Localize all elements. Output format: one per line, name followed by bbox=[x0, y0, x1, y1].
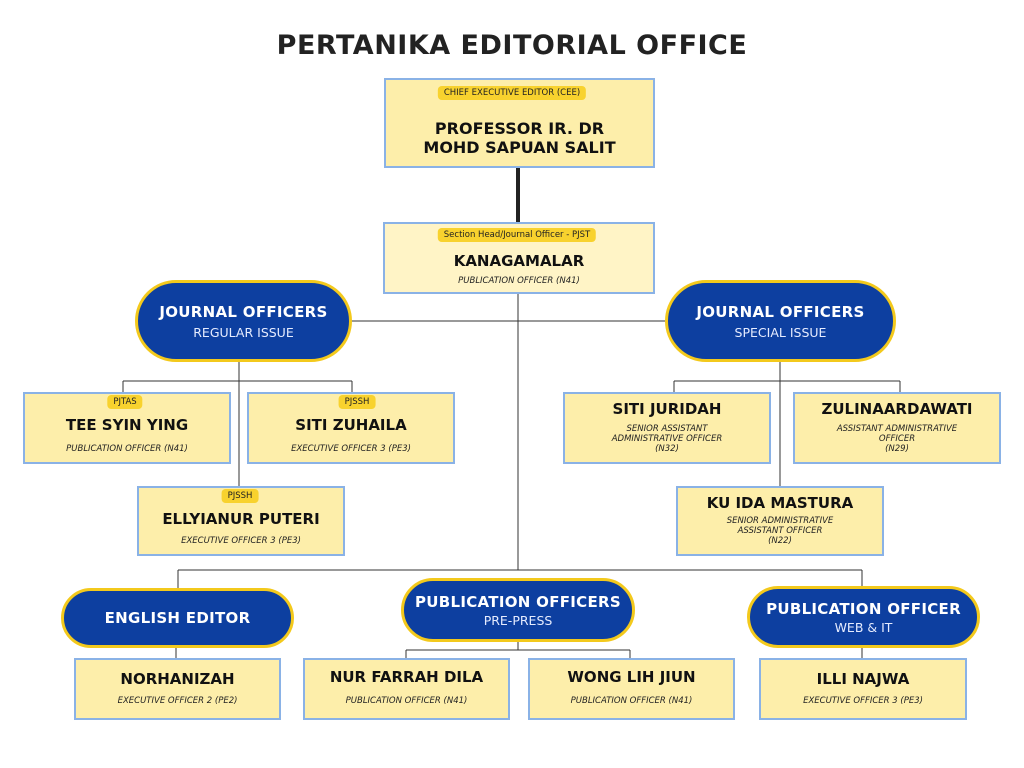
norhanizah-name: NORHANIZAH bbox=[120, 670, 235, 688]
juridah-role-line1: SENIOR ASSISTANT bbox=[626, 424, 708, 434]
cee-name-line1: PROFESSOR IR. DR bbox=[434, 119, 605, 138]
wong-role: PUBLICATION OFFICER (N41) bbox=[570, 696, 693, 706]
norhanizah-card bbox=[74, 658, 281, 720]
zulina-name: ZULINAARDAWATI bbox=[821, 400, 973, 418]
english-editor-title: ENGLISH EDITOR bbox=[104, 609, 251, 627]
zulina-role-line3: (N29) bbox=[885, 444, 909, 454]
page-title: PERTANIKA EDITORIAL OFFICE bbox=[276, 30, 748, 61]
ellyianur-name: ELLYIANUR PUTERI bbox=[162, 510, 320, 528]
webit-title: PUBLICATION OFFICER bbox=[766, 599, 961, 618]
illi-najwa-card bbox=[759, 658, 967, 720]
cee-tag: CHIEF EXECUTIVE EDITOR (CEE) bbox=[438, 86, 586, 100]
ellyianur-tag: PJSSH bbox=[222, 489, 259, 503]
farrah-name: NUR FARRAH DILA bbox=[329, 668, 484, 686]
tee-name: TEE SYIN YING bbox=[65, 416, 189, 434]
journal-regular-subtitle: REGULAR ISSUE bbox=[193, 324, 294, 340]
kuida-role-line2: ASSISTANT OFFICER bbox=[737, 526, 823, 536]
cee-name-line2: MOHD SAPUAN SALIT bbox=[423, 138, 616, 157]
juridah-role bbox=[565, 424, 769, 454]
siti-juridah-card bbox=[563, 392, 771, 464]
farrah-role: PUBLICATION OFFICER (N41) bbox=[345, 696, 468, 706]
kuida-name: KU IDA MASTURA bbox=[706, 494, 854, 512]
wong-name: WONG LIH JIUN bbox=[567, 668, 696, 686]
tee-role: PUBLICATION OFFICER (N41) bbox=[66, 444, 188, 454]
prepress-subtitle: PRE-PRESS bbox=[483, 612, 553, 628]
zulina-role-line1: ASSISTANT ADMINISTRATIVE bbox=[836, 424, 958, 434]
wong-lih-jiun-card bbox=[528, 658, 735, 720]
juridah-name: SITI JURIDAH bbox=[612, 400, 722, 418]
journal-special-subtitle: SPECIAL ISSUE bbox=[734, 324, 827, 340]
journal-officers-special-pill bbox=[665, 280, 896, 362]
section-head-tag: Section Head/Journal Officer - PJST bbox=[438, 228, 596, 242]
illi-role: EXECUTIVE OFFICER 3 (PE3) bbox=[803, 696, 923, 706]
zuhaila-name: SITI ZUHAILA bbox=[295, 416, 407, 434]
section-head-role: PUBLICATION OFFICER (N41) bbox=[458, 276, 580, 286]
publication-officer-webit-pill bbox=[747, 586, 980, 648]
nur-farrah-dila-card bbox=[303, 658, 510, 720]
prepress-title: PUBLICATION OFFICERS bbox=[415, 592, 621, 611]
journal-officers-regular-pill bbox=[135, 280, 352, 362]
section-head-name: KANAGAMALAR bbox=[453, 252, 585, 270]
zuhaila-tag: PJSSH bbox=[339, 395, 376, 409]
kuida-role bbox=[678, 516, 882, 546]
tee-tag: PJTAS bbox=[107, 395, 142, 409]
webit-subtitle: WEB & IT bbox=[834, 619, 893, 635]
zulinaardawati-card bbox=[793, 392, 1001, 464]
english-editor-pill bbox=[61, 588, 294, 648]
juridah-role-line2: ADMINISTRATIVE OFFICER bbox=[611, 434, 723, 444]
journal-special-title: JOURNAL OFFICERS bbox=[696, 302, 865, 321]
juridah-role-line3: (N32) bbox=[655, 444, 679, 454]
ku-ida-mastura-card bbox=[676, 486, 884, 556]
illi-name: ILLI NAJWA bbox=[816, 670, 910, 688]
zulina-role bbox=[795, 424, 999, 454]
kuida-role-line1: SENIOR ADMINISTRATIVE bbox=[726, 516, 834, 526]
journal-regular-title: JOURNAL OFFICERS bbox=[159, 302, 328, 321]
zulina-role-line2: OFFICER bbox=[878, 434, 916, 444]
publication-officers-prepress-pill bbox=[401, 578, 635, 642]
norhanizah-role: EXECUTIVE OFFICER 2 (PE2) bbox=[117, 696, 238, 706]
zuhaila-role: EXECUTIVE OFFICER 3 (PE3) bbox=[291, 444, 411, 454]
kuida-role-line3: (N22) bbox=[768, 536, 792, 546]
ellyianur-role: EXECUTIVE OFFICER 3 (PE3) bbox=[181, 536, 301, 546]
